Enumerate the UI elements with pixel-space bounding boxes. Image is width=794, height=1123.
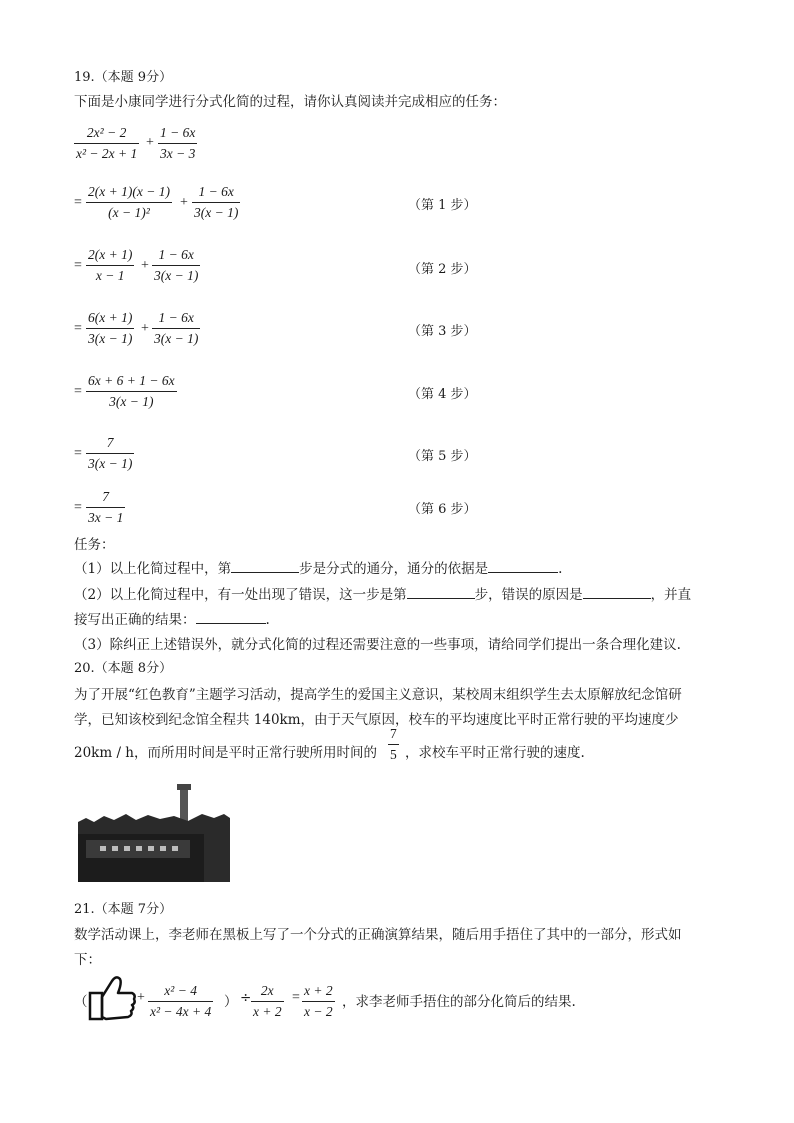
f2a-num: 2(x + 1) xyxy=(88,247,133,262)
q20-frac xyxy=(388,725,399,764)
q21-divide: ÷ xyxy=(240,990,252,1006)
task-2 xyxy=(74,583,691,603)
f1a xyxy=(86,183,172,222)
memorial-photo xyxy=(78,778,230,882)
q21-frac-a xyxy=(148,982,213,1021)
q21-tail: ，求李老师手捂住的部分化简后的结果. xyxy=(342,994,576,1010)
f3b xyxy=(152,309,200,348)
q21-close-paren: ） xyxy=(224,994,238,1010)
step-4: （第 4 步） xyxy=(408,387,477,402)
f0a-num: 2x² − 2 xyxy=(86,125,127,140)
q21-header: 21.（本题 7分） xyxy=(74,902,173,917)
answer-blank[interactable] xyxy=(231,558,299,573)
q21-frac-c-den: x − 2 xyxy=(304,1004,333,1019)
task-2-part-b: 步，错误的原因是 xyxy=(474,587,583,603)
f3b-num: 1 − 6x xyxy=(158,310,194,325)
q21-plus: + xyxy=(137,990,145,1005)
eq-1: = xyxy=(74,195,82,210)
q19-intro: 下面是小康同学进行分式化简的过程，请你认真阅读并完成相应的任务： xyxy=(74,94,506,110)
plus-1: + xyxy=(180,195,188,210)
task-1 xyxy=(74,557,562,577)
q20-line-3b: ，求校车平时正常行驶的速度. xyxy=(405,745,585,761)
step-6: （第 6 步） xyxy=(408,502,477,517)
q20-header: 20.（本题 8分） xyxy=(74,661,173,676)
q20-line-2: 学，已知该校到纪念馆全程共 140km，由于天气原因，校车的平均速度比平时正常行驶的平均速度少 xyxy=(74,712,679,728)
f4-den: 3(x − 1) xyxy=(109,394,154,409)
step-3: （第 3 步） xyxy=(408,324,477,339)
step-2: （第 2 步） xyxy=(408,262,477,277)
answer-blank[interactable] xyxy=(488,558,558,573)
q21-open-paren: （ xyxy=(74,994,88,1010)
f3b-den: 3(x − 1) xyxy=(154,331,199,346)
f3a-num: 6(x + 1) xyxy=(88,310,133,325)
q21-line-1: 数学活动课上，李老师在黑板上写了一个分式的正确演算结果，随后用手捂住了其中的一部分，形式如 xyxy=(74,927,682,943)
f2b xyxy=(152,246,200,285)
f6-num: 7 xyxy=(102,489,110,504)
task-2-cont xyxy=(74,608,270,628)
f0b xyxy=(158,124,197,163)
q21-frac-a-num: x² − 4 xyxy=(164,983,197,998)
eq-3: = xyxy=(74,321,82,336)
f1b-num: 1 − 6x xyxy=(198,184,234,199)
q21-frac-a-den: x² − 4x + 4 xyxy=(150,1004,212,1019)
answer-blank[interactable] xyxy=(583,584,651,599)
q21-frac-c-num: x + 2 xyxy=(304,983,333,998)
plus-0: + xyxy=(146,135,154,150)
task-2-part-d: 接写出正确的结果： xyxy=(74,612,196,628)
f0a-den: x² − 2x + 1 xyxy=(76,146,138,161)
f2a-den: x − 1 xyxy=(95,268,125,283)
plus-2: + xyxy=(141,258,149,273)
f6-den: 3x − 1 xyxy=(88,510,124,525)
f2b-num: 1 − 6x xyxy=(158,247,194,262)
f1b-den: 3(x − 1) xyxy=(194,205,239,220)
f1b xyxy=(192,183,240,222)
step-1: （第 1 步） xyxy=(408,198,477,213)
q21-frac-c xyxy=(302,982,335,1021)
f2a xyxy=(86,246,134,285)
task-1-part-b: 步是分式的通分，通分的依据是 xyxy=(299,561,489,577)
f3a xyxy=(86,309,134,348)
answer-blank[interactable] xyxy=(196,609,266,624)
f4 xyxy=(86,372,177,411)
task-1-part-c: . xyxy=(558,561,563,577)
memorial-illustration xyxy=(78,778,230,882)
task-2-part-c: ，并直 xyxy=(650,587,692,603)
f5-num: 7 xyxy=(106,435,114,450)
task-2-part-e: . xyxy=(265,612,270,628)
task-2-part-a: （2）以上化简过程中，有一处出现了错误，这一步是第 xyxy=(74,587,407,603)
eq-5: = xyxy=(74,446,82,461)
f5-den: 3(x − 1) xyxy=(88,456,133,471)
f3a-den: 3(x − 1) xyxy=(88,331,133,346)
q20-frac-num: 7 xyxy=(390,726,397,741)
f0b-num: 1 − 6x xyxy=(160,125,196,140)
q21-line-2: 下： xyxy=(74,952,101,968)
f6 xyxy=(86,488,125,527)
f1a-num: 2(x + 1)(x − 1) xyxy=(88,184,170,199)
f4-num: 6x + 6 + 1 − 6x xyxy=(88,373,175,388)
plus-3: + xyxy=(141,321,149,336)
q19-header: 19.（本题 9分） xyxy=(74,70,173,85)
q20-frac-den: 5 xyxy=(390,747,397,762)
task-3: （3）除纠正上述错误外，就分式化简的过程还需要注意的一些事项，请给同学们提出一条合理化建议. xyxy=(74,637,681,653)
tasks-label: 任务： xyxy=(74,537,115,553)
q21-frac-b-num: 2x xyxy=(260,983,274,998)
task-1-part-a: （1）以上化简过程中，第 xyxy=(74,561,232,577)
q20-line-1: 为了开展“红色教育”主题学习活动，提高学生的爱国主义意识，某校周末组织学生去太原解放纪念馆研 xyxy=(74,687,682,703)
q20-line-3a: 20km / h，而所用时间是平时正常行驶所用时间的 xyxy=(74,745,377,761)
thumbs-up-icon xyxy=(86,973,138,1023)
f1a-den: (x − 1)² xyxy=(108,205,150,220)
f0a xyxy=(74,124,139,163)
f2b-den: 3(x − 1) xyxy=(154,268,199,283)
step-5: （第 5 步） xyxy=(408,449,477,464)
eq-6: = xyxy=(74,500,82,515)
q21-equals: = xyxy=(292,990,300,1005)
answer-blank[interactable] xyxy=(407,584,475,599)
eq-4: = xyxy=(74,384,82,399)
q21-frac-b-den: x + 2 xyxy=(253,1004,282,1019)
f5 xyxy=(86,434,134,473)
eq-2: = xyxy=(74,258,82,273)
thumbs-up-hand xyxy=(86,973,138,1023)
q21-frac-b xyxy=(251,982,284,1021)
f0b-den: 3x − 3 xyxy=(160,146,196,161)
